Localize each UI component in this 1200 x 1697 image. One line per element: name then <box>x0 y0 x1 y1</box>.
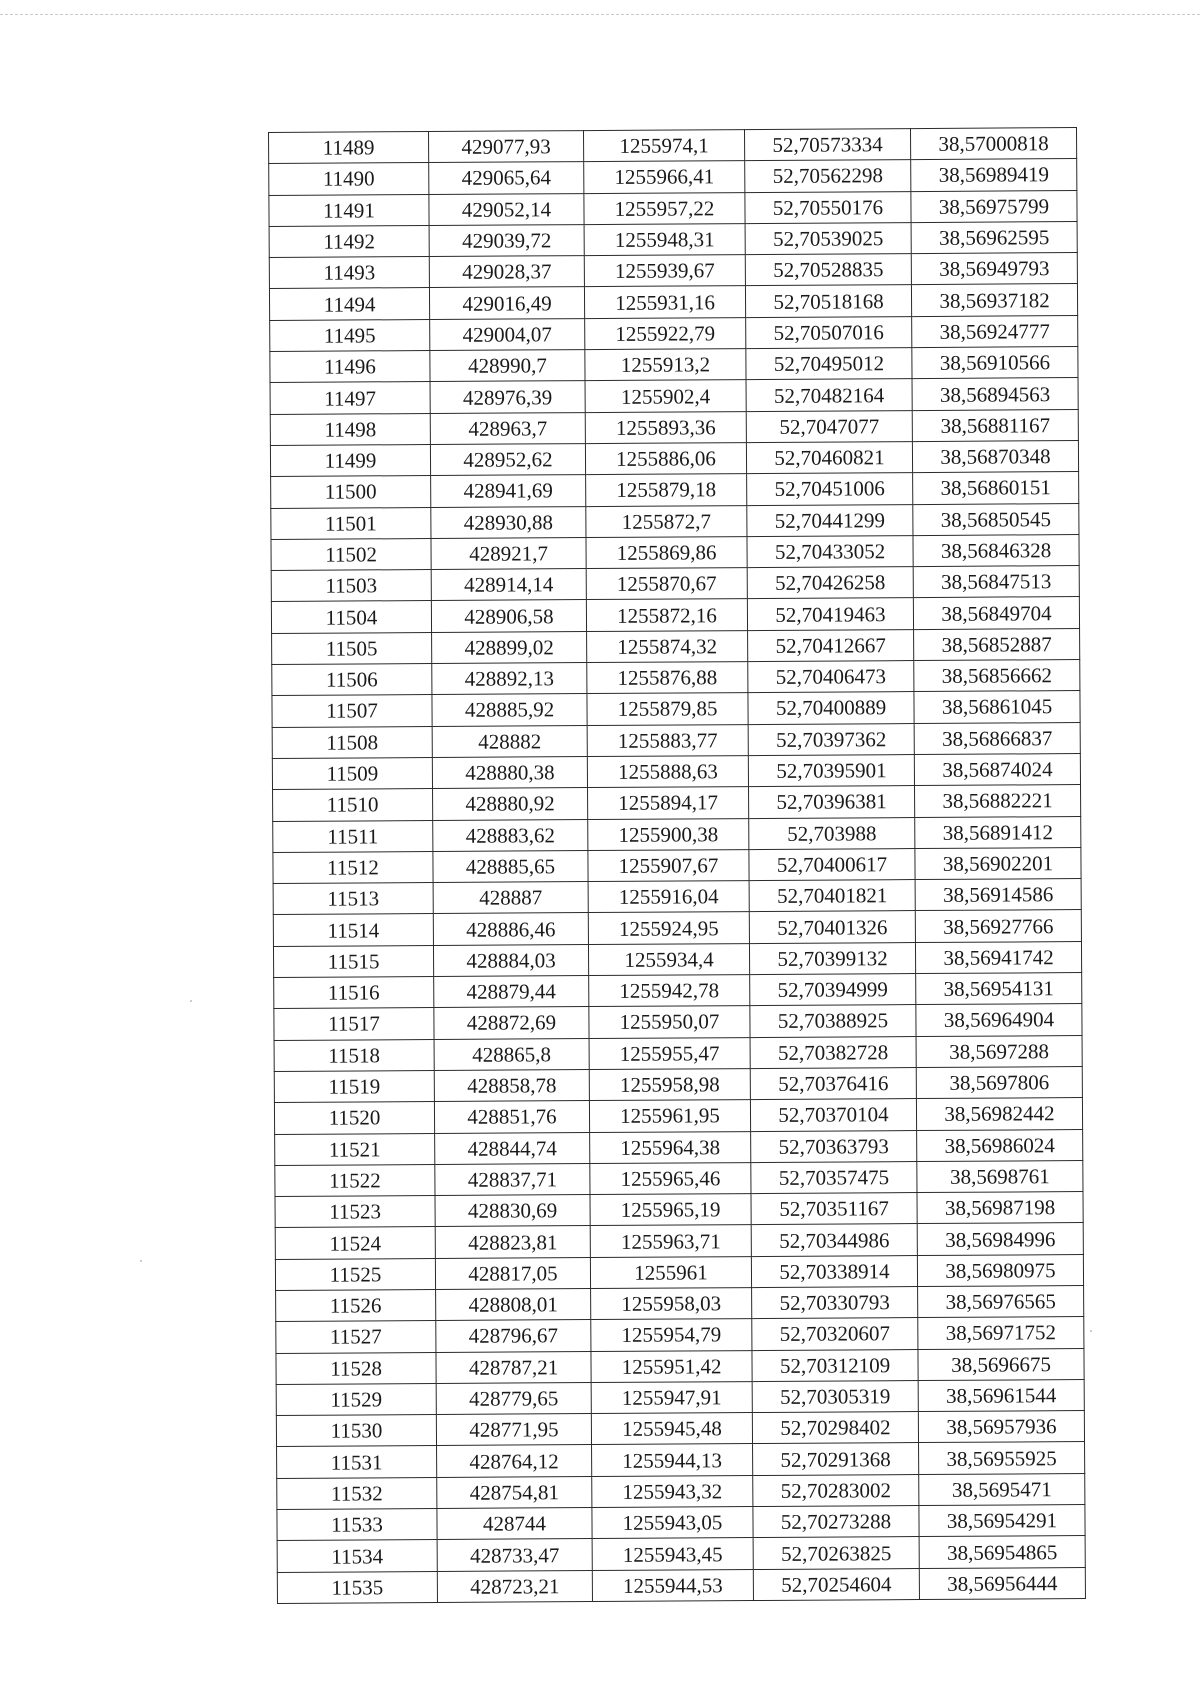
x-coordinate-cell: 428764,12 <box>437 1445 592 1477</box>
table-row <box>276 1317 1084 1353</box>
longitude-cell: 38,5696675 <box>918 1348 1084 1380</box>
table-row <box>275 1129 1083 1165</box>
point-number-cell: 11529 <box>276 1383 436 1415</box>
latitude-cell: 52,70376416 <box>750 1067 916 1099</box>
point-number-cell: 11489 <box>269 132 429 164</box>
x-coordinate-cell: 428837,71 <box>435 1163 590 1195</box>
longitude-cell: 38,56856662 <box>914 660 1080 692</box>
y-coordinate-cell: 1255922,79 <box>585 317 746 349</box>
y-coordinate-cell: 1255961 <box>590 1256 751 1288</box>
longitude-cell: 38,56937182 <box>911 284 1077 316</box>
x-coordinate-cell: 428880,92 <box>433 788 588 820</box>
point-number-cell: 11524 <box>275 1227 435 1259</box>
longitude-cell: 38,56861045 <box>914 691 1080 723</box>
latitude-cell: 52,70482164 <box>746 379 912 411</box>
latitude-cell: 52,70507016 <box>746 316 912 348</box>
x-coordinate-cell: 428844,74 <box>435 1132 590 1164</box>
table-row <box>271 566 1079 602</box>
table-row <box>272 722 1080 758</box>
coordinates-table-wrapper <box>268 132 1076 1604</box>
y-coordinate-cell: 1255943,45 <box>592 1538 753 1570</box>
x-coordinate-cell: 429039,72 <box>429 224 584 256</box>
point-number-cell: 11519 <box>274 1070 434 1102</box>
x-coordinate-cell: 429004,07 <box>430 318 585 350</box>
y-coordinate-cell: 1255942,78 <box>589 975 750 1007</box>
table-row <box>274 1098 1082 1134</box>
latitude-cell: 52,7047077 <box>746 410 912 442</box>
x-coordinate-cell: 428906,58 <box>431 600 586 632</box>
point-number-cell: 11515 <box>273 945 433 977</box>
x-coordinate-cell: 428887 <box>433 882 588 914</box>
x-coordinate-cell: 429016,49 <box>429 287 584 319</box>
table-row <box>269 221 1077 257</box>
y-coordinate-cell: 1255965,46 <box>590 1162 751 1194</box>
point-number-cell: 11523 <box>275 1196 435 1228</box>
longitude-cell: 38,56941742 <box>915 941 1081 973</box>
x-coordinate-cell: 428787,21 <box>436 1351 591 1383</box>
x-coordinate-cell: 428754,81 <box>437 1476 592 1508</box>
x-coordinate-cell: 428990,7 <box>430 350 585 382</box>
longitude-cell: 38,56866837 <box>914 722 1080 754</box>
x-coordinate-cell: 428899,02 <box>432 631 587 663</box>
table-row <box>277 1442 1085 1478</box>
x-coordinate-cell: 428744 <box>437 1508 592 1540</box>
table-row <box>273 879 1081 915</box>
latitude-cell: 52,70397362 <box>748 723 914 755</box>
point-number-cell: 11497 <box>270 382 430 414</box>
longitude-cell: 38,56949793 <box>911 253 1077 285</box>
y-coordinate-cell: 1255893,36 <box>585 411 746 443</box>
scan-top-edge <box>0 14 1200 15</box>
y-coordinate-cell: 1255974,1 <box>583 130 744 162</box>
point-number-cell: 11533 <box>277 1509 437 1541</box>
y-coordinate-cell: 1255934,4 <box>588 943 749 975</box>
y-coordinate-cell: 1255958,03 <box>591 1288 752 1320</box>
y-coordinate-cell: 1255965,19 <box>590 1194 751 1226</box>
y-coordinate-cell: 1255924,95 <box>588 912 749 944</box>
point-number-cell: 11517 <box>274 1008 434 1040</box>
longitude-cell: 38,56954865 <box>919 1536 1085 1568</box>
y-coordinate-cell: 1255943,32 <box>592 1475 753 1507</box>
x-coordinate-cell: 428892,13 <box>432 663 587 695</box>
table-row <box>271 534 1079 570</box>
y-coordinate-cell: 1255916,04 <box>588 881 749 913</box>
latitude-cell: 52,70338914 <box>751 1255 917 1287</box>
longitude-cell: 38,56914586 <box>915 879 1081 911</box>
latitude-cell: 52,70395901 <box>748 755 914 787</box>
y-coordinate-cell: 1255869,86 <box>586 536 747 568</box>
longitude-cell: 38,56870348 <box>912 441 1078 473</box>
x-coordinate-cell: 428976,39 <box>430 381 585 413</box>
y-coordinate-cell: 1255902,4 <box>585 380 746 412</box>
y-coordinate-cell: 1255944,13 <box>592 1444 753 1476</box>
y-coordinate-cell: 1255872,16 <box>586 599 747 631</box>
longitude-cell: 38,56910566 <box>912 347 1078 379</box>
longitude-cell: 38,56954131 <box>916 973 1082 1005</box>
y-coordinate-cell: 1255945,48 <box>591 1413 752 1445</box>
longitude-cell: 38,5695471 <box>919 1473 1085 1505</box>
table-row <box>269 159 1077 195</box>
point-number-cell: 11508 <box>272 726 432 758</box>
longitude-cell: 38,5697288 <box>916 1035 1082 1067</box>
table-row <box>270 347 1078 383</box>
y-coordinate-cell: 1255950,07 <box>589 1006 750 1038</box>
point-number-cell: 11501 <box>271 507 431 539</box>
longitude-cell: 38,56984996 <box>917 1223 1083 1255</box>
latitude-cell: 52,70305319 <box>752 1380 918 1412</box>
latitude-cell: 52,70451006 <box>747 473 913 505</box>
longitude-cell: 38,56874024 <box>914 753 1080 785</box>
table-row <box>271 503 1079 539</box>
y-coordinate-cell: 1255900,38 <box>588 818 749 850</box>
x-coordinate-cell: 428851,76 <box>434 1101 589 1133</box>
y-coordinate-cell: 1255951,42 <box>591 1350 752 1382</box>
latitude-cell: 52,70254604 <box>753 1568 919 1600</box>
x-coordinate-cell: 428817,05 <box>435 1257 590 1289</box>
table-row <box>276 1286 1084 1322</box>
y-coordinate-cell: 1255943,05 <box>592 1507 753 1539</box>
table-row <box>272 753 1080 789</box>
table-row <box>274 973 1082 1009</box>
longitude-cell: 38,56891412 <box>915 816 1081 848</box>
latitude-cell: 52,70528835 <box>745 254 911 286</box>
longitude-cell: 38,57000818 <box>910 128 1076 160</box>
x-coordinate-cell: 429052,14 <box>429 193 584 225</box>
latitude-cell: 52,70562298 <box>745 160 911 192</box>
longitude-cell: 38,5698761 <box>917 1160 1083 1192</box>
x-coordinate-cell: 428885,92 <box>432 694 587 726</box>
point-number-cell: 11527 <box>276 1321 436 1353</box>
latitude-cell: 52,70320607 <box>752 1318 918 1350</box>
table-row <box>272 628 1080 664</box>
x-coordinate-cell: 428879,44 <box>434 976 589 1008</box>
x-coordinate-cell: 428884,03 <box>433 944 588 976</box>
point-number-cell: 11520 <box>274 1102 434 1134</box>
latitude-cell: 52,70291368 <box>753 1443 919 1475</box>
table-row <box>277 1536 1085 1572</box>
latitude-cell: 52,70412667 <box>748 629 914 661</box>
point-number-cell: 11530 <box>276 1415 436 1447</box>
table-row <box>270 378 1078 414</box>
latitude-cell: 52,70382728 <box>750 1036 916 1068</box>
y-coordinate-cell: 1255958,98 <box>589 1068 750 1100</box>
x-coordinate-cell: 428779,65 <box>436 1382 591 1414</box>
latitude-cell: 52,70394999 <box>750 974 916 1006</box>
latitude-cell: 52,70550176 <box>745 191 911 223</box>
point-number-cell: 11509 <box>272 757 432 789</box>
point-number-cell: 11495 <box>270 319 430 351</box>
y-coordinate-cell: 1255874,32 <box>587 630 748 662</box>
longitude-cell: 38,56850545 <box>913 503 1079 535</box>
y-coordinate-cell: 1255957,22 <box>584 192 745 224</box>
point-number-cell: 11493 <box>269 257 429 289</box>
table-row <box>276 1411 1084 1447</box>
longitude-cell: 38,56964904 <box>916 1004 1082 1036</box>
latitude-cell: 52,70351167 <box>751 1193 917 1225</box>
latitude-cell: 52,70406473 <box>748 661 914 693</box>
longitude-cell: 38,56955925 <box>919 1442 1085 1474</box>
y-coordinate-cell: 1255872,7 <box>586 505 747 537</box>
point-number-cell: 11510 <box>273 789 433 821</box>
y-coordinate-cell: 1255907,67 <box>588 849 749 881</box>
x-coordinate-cell: 428771,95 <box>436 1414 591 1446</box>
longitude-cell: 38,56976565 <box>918 1286 1084 1318</box>
y-coordinate-cell: 1255947,91 <box>591 1381 752 1413</box>
point-number-cell: 11504 <box>271 601 431 633</box>
longitude-cell: 38,56846328 <box>913 534 1079 566</box>
x-coordinate-cell: 428882 <box>432 725 587 757</box>
latitude-cell: 52,70400889 <box>748 692 914 724</box>
y-coordinate-cell: 1255931,16 <box>584 286 745 318</box>
longitude-cell: 38,5697806 <box>916 1066 1082 1098</box>
latitude-cell: 52,70283002 <box>753 1474 919 1506</box>
longitude-cell: 38,56954291 <box>919 1505 1085 1537</box>
point-number-cell: 11502 <box>271 538 431 570</box>
latitude-cell: 52,70573334 <box>744 129 910 161</box>
table-row <box>273 910 1081 946</box>
latitude-cell: 52,70396381 <box>749 786 915 818</box>
y-coordinate-cell: 1255944,53 <box>592 1569 753 1601</box>
table-row <box>277 1567 1085 1603</box>
latitude-cell: 52,703988 <box>749 817 915 849</box>
longitude-cell: 38,56902201 <box>915 847 1081 879</box>
table-row <box>274 1004 1082 1040</box>
x-coordinate-cell: 428883,62 <box>433 819 588 851</box>
longitude-cell: 38,56975799 <box>911 190 1077 222</box>
table-row <box>269 284 1077 320</box>
table-row <box>273 816 1081 852</box>
latitude-cell: 52,70518168 <box>745 285 911 317</box>
table-row <box>275 1223 1083 1259</box>
table-row <box>272 660 1080 696</box>
longitude-cell: 38,56956444 <box>919 1567 1085 1599</box>
longitude-cell: 38,56924777 <box>912 315 1078 347</box>
x-coordinate-cell: 428880,38 <box>432 756 587 788</box>
y-coordinate-cell: 1255879,85 <box>587 693 748 725</box>
y-coordinate-cell: 1255963,71 <box>590 1225 751 1257</box>
table-row <box>273 941 1081 977</box>
longitude-cell: 38,56989419 <box>911 159 1077 191</box>
table-row <box>274 1035 1082 1071</box>
table-row <box>276 1379 1084 1415</box>
longitude-cell: 38,56927766 <box>915 910 1081 942</box>
y-coordinate-cell: 1255913,2 <box>585 349 746 381</box>
x-coordinate-cell: 428921,7 <box>431 537 586 569</box>
latitude-cell: 52,70344986 <box>751 1224 917 1256</box>
longitude-cell: 38,56980975 <box>917 1254 1083 1286</box>
table-row <box>275 1254 1083 1290</box>
point-number-cell: 11521 <box>275 1133 435 1165</box>
latitude-cell: 52,70433052 <box>747 535 913 567</box>
y-coordinate-cell: 1255883,77 <box>587 724 748 756</box>
x-coordinate-cell: 428865,8 <box>434 1038 589 1070</box>
point-number-cell: 11535 <box>277 1571 437 1603</box>
x-coordinate-cell: 428914,14 <box>431 569 586 601</box>
x-coordinate-cell: 428941,69 <box>431 475 586 507</box>
x-coordinate-cell: 428723,21 <box>437 1570 592 1602</box>
point-number-cell: 11516 <box>274 977 434 1009</box>
latitude-cell: 52,70357475 <box>751 1161 917 1193</box>
coordinates-table <box>268 127 1086 1604</box>
longitude-cell: 38,56961544 <box>918 1379 1084 1411</box>
point-number-cell: 11496 <box>270 351 430 383</box>
x-coordinate-cell: 429065,64 <box>429 162 584 194</box>
latitude-cell: 52,70400617 <box>749 848 915 880</box>
table-row <box>271 597 1079 633</box>
y-coordinate-cell: 1255876,88 <box>587 662 748 694</box>
latitude-cell: 52,70426258 <box>747 567 913 599</box>
x-coordinate-cell: 428808,01 <box>436 1289 591 1321</box>
point-number-cell: 11491 <box>269 194 429 226</box>
scan-speck <box>1090 1330 1092 1332</box>
table-row <box>277 1505 1085 1541</box>
longitude-cell: 38,56962595 <box>911 221 1077 253</box>
y-coordinate-cell: 1255894,17 <box>588 787 749 819</box>
point-number-cell: 11492 <box>269 225 429 257</box>
y-coordinate-cell: 1255954,79 <box>591 1319 752 1351</box>
y-coordinate-cell: 1255939,67 <box>584 255 745 287</box>
latitude-cell: 52,70401821 <box>749 880 915 912</box>
x-coordinate-cell: 428823,81 <box>435 1226 590 1258</box>
scan-speck <box>190 1000 192 1002</box>
x-coordinate-cell: 428796,67 <box>436 1320 591 1352</box>
point-number-cell: 11500 <box>271 476 431 508</box>
x-coordinate-cell: 428858,78 <box>434 1069 589 1101</box>
point-number-cell: 11513 <box>273 883 433 915</box>
point-number-cell: 11506 <box>272 664 432 696</box>
point-number-cell: 11507 <box>272 695 432 727</box>
table-row <box>275 1192 1083 1228</box>
x-coordinate-cell: 428930,88 <box>431 506 586 538</box>
point-number-cell: 11528 <box>276 1352 436 1384</box>
latitude-cell: 52,70419463 <box>747 598 913 630</box>
x-coordinate-cell: 428952,62 <box>430 444 585 476</box>
point-number-cell: 11503 <box>271 570 431 602</box>
table-row <box>275 1160 1083 1196</box>
x-coordinate-cell: 428963,7 <box>430 412 585 444</box>
longitude-cell: 38,56986024 <box>917 1129 1083 1161</box>
point-number-cell: 11514 <box>273 914 433 946</box>
y-coordinate-cell: 1255870,67 <box>586 568 747 600</box>
table-row <box>273 847 1081 883</box>
table-row <box>270 409 1078 445</box>
longitude-cell: 38,56987198 <box>917 1192 1083 1224</box>
y-coordinate-cell: 1255886,06 <box>585 443 746 475</box>
point-number-cell: 11525 <box>275 1258 435 1290</box>
latitude-cell: 52,70460821 <box>746 442 912 474</box>
longitude-cell: 38,56852887 <box>914 628 1080 660</box>
x-coordinate-cell: 429028,37 <box>429 256 584 288</box>
y-coordinate-cell: 1255961,95 <box>589 1100 750 1132</box>
point-number-cell: 11526 <box>276 1289 436 1321</box>
scan-speck <box>140 1260 142 1262</box>
table-row <box>269 253 1077 289</box>
longitude-cell: 38,56881167 <box>912 409 1078 441</box>
y-coordinate-cell: 1255948,31 <box>584 223 745 255</box>
table-row <box>273 785 1081 821</box>
latitude-cell: 52,70399132 <box>749 942 915 974</box>
table-row <box>277 1473 1085 1509</box>
latitude-cell: 52,70312109 <box>752 1349 918 1381</box>
longitude-cell: 38,56882221 <box>915 785 1081 817</box>
latitude-cell: 52,70263825 <box>753 1537 919 1569</box>
latitude-cell: 52,70370104 <box>750 1099 916 1131</box>
table-row <box>270 315 1078 351</box>
point-number-cell: 11518 <box>274 1039 434 1071</box>
longitude-cell: 38,56957936 <box>918 1411 1084 1443</box>
point-number-cell: 11512 <box>273 851 433 883</box>
latitude-cell: 52,70539025 <box>745 222 911 254</box>
x-coordinate-cell: 428886,46 <box>433 913 588 945</box>
x-coordinate-cell: 428872,69 <box>434 1007 589 1039</box>
table-row <box>274 1066 1082 1102</box>
table-row <box>271 472 1079 508</box>
latitude-cell: 52,70495012 <box>746 348 912 380</box>
table-row <box>272 691 1080 727</box>
table-row <box>269 128 1077 164</box>
table-row <box>269 190 1077 226</box>
x-coordinate-cell: 428733,47 <box>437 1539 592 1571</box>
latitude-cell: 52,70441299 <box>747 504 913 536</box>
point-number-cell: 11531 <box>277 1446 437 1478</box>
y-coordinate-cell: 1255964,38 <box>590 1131 751 1163</box>
table-row <box>270 441 1078 477</box>
point-number-cell: 11511 <box>273 820 433 852</box>
x-coordinate-cell: 429077,93 <box>429 131 584 163</box>
point-number-cell: 11498 <box>270 413 430 445</box>
latitude-cell: 52,70363793 <box>751 1130 917 1162</box>
y-coordinate-cell: 1255955,47 <box>589 1037 750 1069</box>
latitude-cell: 52,70401326 <box>749 911 915 943</box>
latitude-cell: 52,70298402 <box>752 1412 918 1444</box>
point-number-cell: 11505 <box>272 632 432 664</box>
table-row <box>276 1348 1084 1384</box>
point-number-cell: 11522 <box>275 1164 435 1196</box>
latitude-cell: 52,70388925 <box>750 1005 916 1037</box>
y-coordinate-cell: 1255888,63 <box>587 756 748 788</box>
y-coordinate-cell: 1255966,41 <box>584 161 745 193</box>
latitude-cell: 52,70273288 <box>753 1506 919 1538</box>
longitude-cell: 38,56847513 <box>913 566 1079 598</box>
point-number-cell: 11494 <box>269 288 429 320</box>
point-number-cell: 11534 <box>277 1540 437 1572</box>
y-coordinate-cell: 1255879,18 <box>586 474 747 506</box>
x-coordinate-cell: 428830,69 <box>435 1195 590 1227</box>
longitude-cell: 38,56971752 <box>918 1317 1084 1349</box>
coordinates-table-body <box>269 128 1086 1604</box>
longitude-cell: 38,56982442 <box>916 1098 1082 1130</box>
latitude-cell: 52,70330793 <box>752 1287 918 1319</box>
point-number-cell: 11490 <box>269 163 429 195</box>
longitude-cell: 38,56849704 <box>913 597 1079 629</box>
point-number-cell: 11499 <box>270 444 430 476</box>
longitude-cell: 38,56860151 <box>913 472 1079 504</box>
longitude-cell: 38,56894563 <box>912 378 1078 410</box>
x-coordinate-cell: 428885,65 <box>433 850 588 882</box>
point-number-cell: 11532 <box>277 1477 437 1509</box>
